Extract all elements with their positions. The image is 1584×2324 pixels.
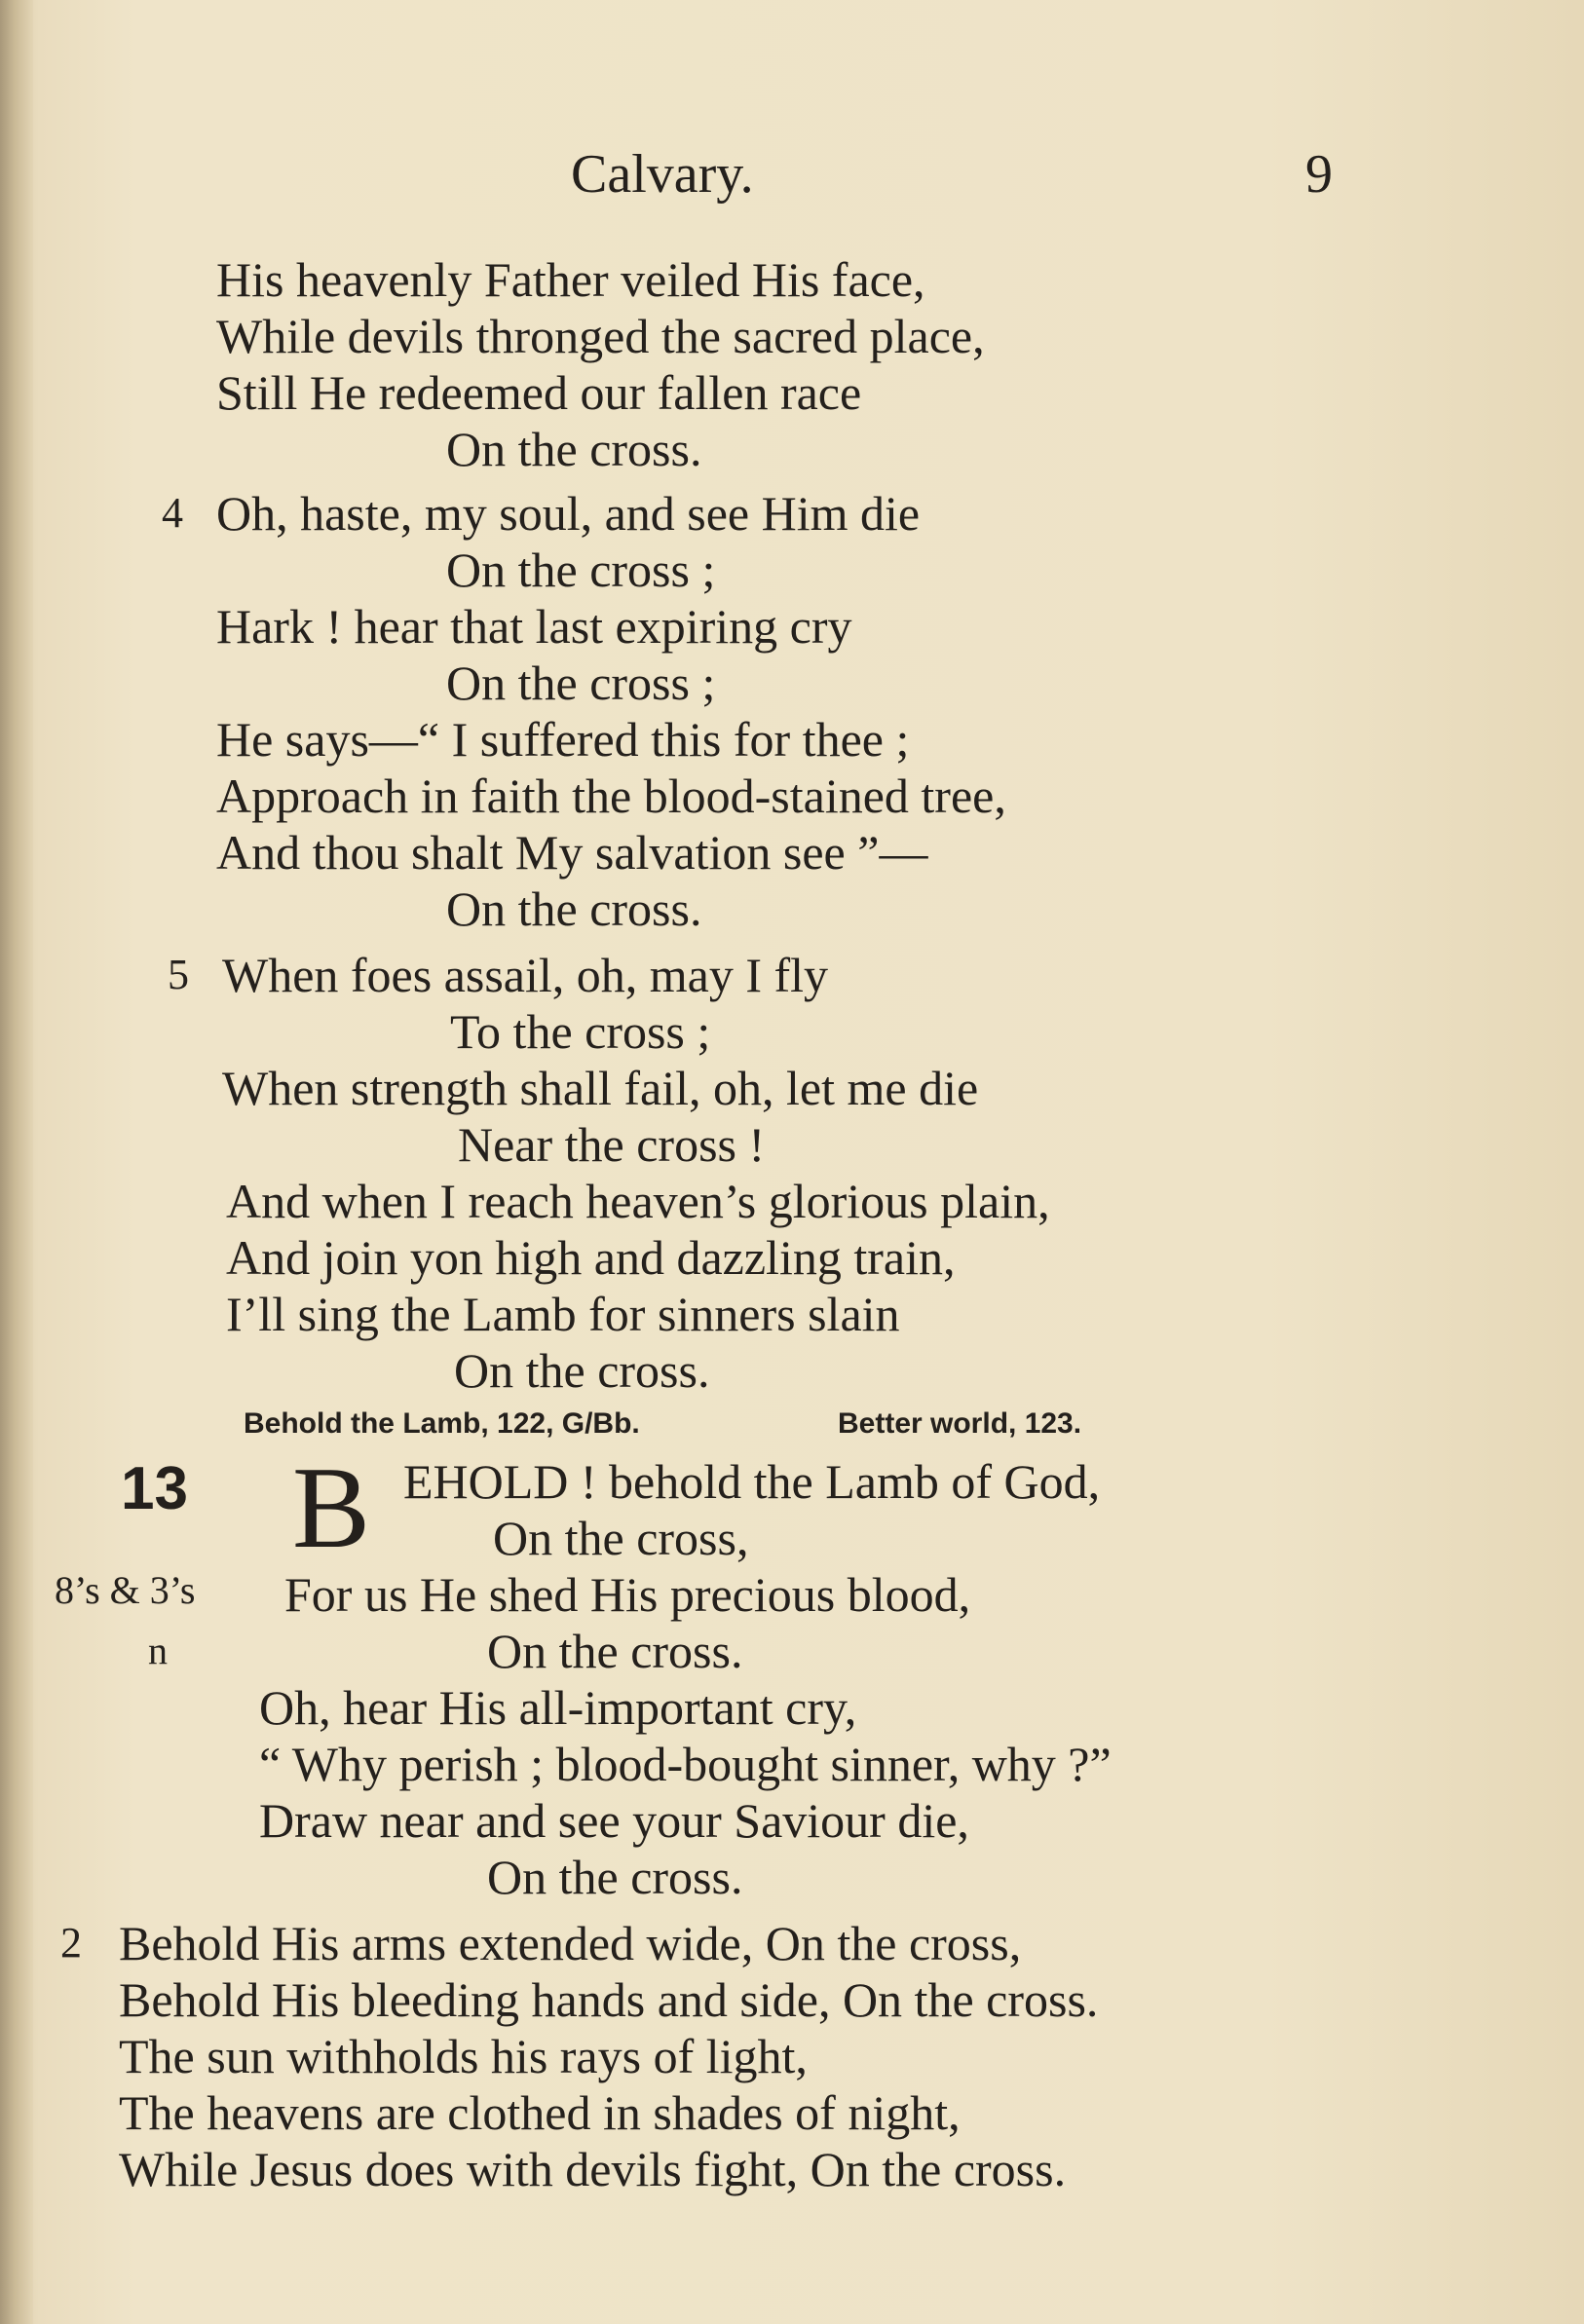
refrain-line: On the cross. bbox=[446, 422, 702, 476]
verse-number: 5 bbox=[168, 951, 189, 998]
refrain-line: On the cross ; bbox=[446, 543, 716, 597]
tune-reference-right: Better world, 123. bbox=[838, 1407, 1082, 1440]
verse-number: 2 bbox=[60, 1919, 82, 1967]
page-title: Calvary. bbox=[571, 144, 754, 205]
verse-line: Hark ! hear that last expiring cry bbox=[216, 599, 852, 654]
verse-line: EHOLD ! behold the Lamb of God, bbox=[403, 1454, 1101, 1509]
refrain-line: On the cross ; bbox=[446, 656, 716, 710]
verse-line: The sun withholds his rays of light, bbox=[119, 2029, 808, 2083]
dynamic-marking: n bbox=[148, 1629, 168, 1672]
verse-line: And thou shalt My salvation see ”— bbox=[216, 825, 928, 880]
verse-line: His heavenly Father veiled His face, bbox=[216, 252, 925, 307]
verse-line: He says—“ I suffered this for thee ; bbox=[216, 712, 910, 767]
page-number: 9 bbox=[1305, 144, 1333, 205]
meter-label: 8’s & 3’s bbox=[55, 1568, 196, 1612]
verse-line: Approach in faith the blood-stained tree, bbox=[216, 768, 1006, 823]
hymn-number: 13 bbox=[121, 1455, 188, 1522]
refrain-line: On the cross. bbox=[487, 1624, 743, 1678]
verse-line: When strength shall fail, oh, let me die bbox=[222, 1061, 979, 1115]
verse-line: Still He redeemed our fallen race bbox=[216, 365, 862, 420]
verse-line: I’ll sing the Lamb for sinners slain bbox=[226, 1287, 900, 1341]
verse-line: While Jesus does with devils fight, On the cross. bbox=[119, 2142, 1067, 2196]
refrain-line: On the cross. bbox=[487, 1850, 743, 1904]
refrain-line: On the cross. bbox=[454, 1343, 710, 1398]
verse-line: Behold His bleeding hands and side, On the cross. bbox=[119, 1972, 1099, 2027]
tune-reference-left: Behold the Lamb, 122, G/Bb. bbox=[244, 1407, 640, 1440]
verse-line: Behold His arms extended wide, On the cross, bbox=[119, 1916, 1022, 1970]
drop-cap-letter: B bbox=[292, 1443, 371, 1572]
page-spine bbox=[0, 0, 33, 2324]
refrain-line: Near the cross ! bbox=[458, 1117, 766, 1172]
refrain-line: On the cross. bbox=[446, 881, 702, 936]
verse-line: And join yon high and dazzling train, bbox=[226, 1230, 956, 1285]
refrain-line: To the cross ; bbox=[450, 1004, 711, 1059]
verse-line: Draw near and see your Saviour die, bbox=[259, 1793, 969, 1848]
verse-line: “ Why perish ; blood-bought sinner, why ?” bbox=[259, 1737, 1112, 1791]
verse-line: Oh, haste, my soul, and see Him die bbox=[216, 486, 921, 541]
verse-line: For us He shed His precious blood, bbox=[284, 1567, 971, 1622]
verse-line: Oh, hear His all-important cry, bbox=[259, 1680, 857, 1735]
verse-line: When foes assail, oh, may I fly bbox=[222, 948, 829, 1002]
verse-line: While devils thronged the sacred place, bbox=[216, 309, 985, 363]
verse-line: And when I reach heaven’s glorious plain, bbox=[226, 1174, 1050, 1228]
refrain-line: On the cross, bbox=[493, 1511, 749, 1565]
verse-line: The heavens are clothed in shades of night, bbox=[119, 2085, 961, 2140]
verse-number: 4 bbox=[162, 489, 183, 537]
